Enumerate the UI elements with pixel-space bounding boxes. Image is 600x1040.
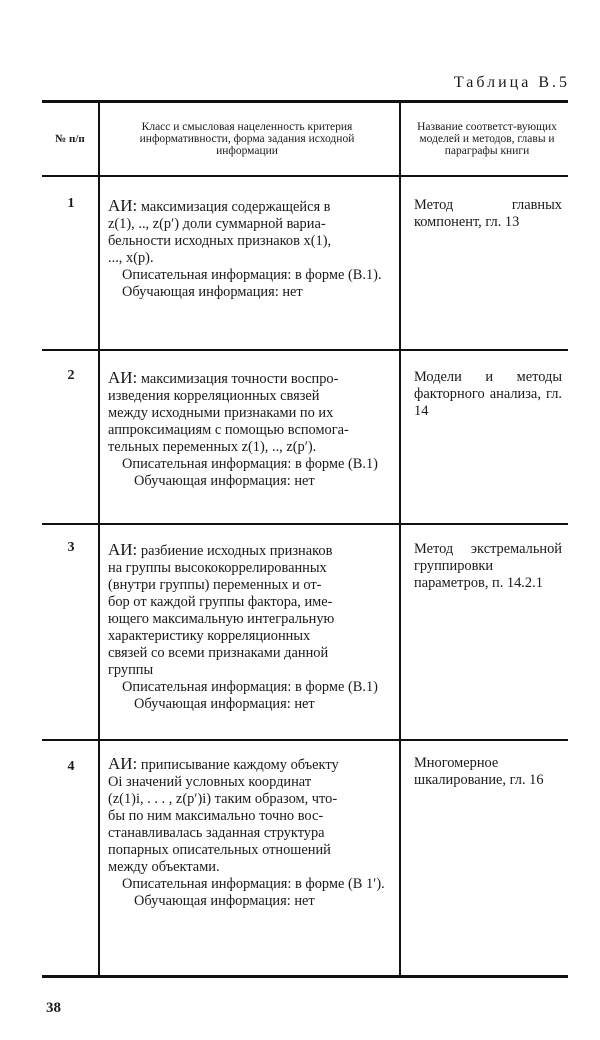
desc-line: станавливалась заданная структура [108, 825, 325, 841]
row-divider [42, 349, 568, 351]
desc-line: максимизация точности воспро- [140, 371, 339, 387]
row-number: 2 [67, 368, 75, 383]
info-descriptive: Описательная информация: в форме (В.1). [122, 267, 382, 283]
header-method: Название соответст-вующих моделей и методов, главы и параграфы книги [417, 121, 557, 157]
desc-line: разбиение исходных признаков [140, 543, 333, 559]
row-description [108, 197, 394, 301]
desc-line: характеристику корреляционных [108, 628, 311, 644]
row-number: 1 [67, 196, 75, 211]
row-method: Модели и методы факторного анализа, гл. 14 [414, 369, 562, 419]
ai-label: АИ: [108, 196, 138, 215]
desc-line: на группы высококоррелированных [108, 560, 327, 576]
info-training: Обучающая информация: нет [122, 284, 303, 300]
desc-line: ..., x(p). [108, 250, 154, 266]
desc-line: группы [108, 662, 154, 678]
info-descriptive: Описательная информация: в форме (В.1) [122, 679, 378, 695]
desc-line: аппроксимациям с помощью вспомога- [108, 422, 349, 438]
row-method: Метод экстремальной группировки параметров, п. 14.2.1 [414, 541, 562, 591]
header-num: № п/п [55, 133, 85, 145]
page-number: 38 [46, 1000, 61, 1016]
column-divider-2 [399, 103, 401, 975]
desc-line: попарных описательных отношений [108, 842, 331, 858]
row-method: Метод главных компонент, гл. 13 [414, 197, 562, 230]
desc-line: Oi значений условных координат [108, 774, 312, 790]
row-number: 4 [67, 759, 75, 774]
row-description [108, 541, 394, 713]
desc-line: (z(1)i, . . . , z(p′)i) таким образом, что- [108, 791, 338, 807]
info-training: Обучающая информация: нет [134, 893, 315, 909]
info-training: Обучающая информация: нет [134, 696, 315, 712]
row-description [108, 369, 394, 490]
header-class: Класс и смысловая нацеленность критерия информативности, форма задания исходной информации [139, 121, 355, 157]
desc-line: бы по ним максимально точно вос- [108, 808, 324, 824]
row-divider [42, 739, 568, 741]
ai-label: АИ: [108, 540, 138, 559]
desc-line: (внутри группы) переменных и от- [108, 577, 322, 593]
desc-line: между объектами. [108, 859, 220, 875]
header-rule [42, 175, 568, 177]
row-description [108, 755, 394, 910]
info-descriptive: Описательная информация: в форме (В 1′). [122, 876, 385, 892]
desc-line: изведения корреляционных связей [108, 388, 320, 404]
desc-line: бор от каждой группы фактора, име- [108, 594, 333, 610]
info-descriptive: Описательная информация: в форме (В.1) [122, 456, 378, 472]
row-number: 3 [67, 540, 75, 555]
row-divider [42, 523, 568, 525]
table-caption: Таблица В.5 [453, 74, 570, 91]
desc-line: z(1), .., z(p′) доли суммарной вариа- [108, 216, 326, 232]
column-divider-1 [98, 103, 100, 975]
desc-line: тельных переменных z(1), .., z(p′). [108, 439, 317, 455]
desc-line: между исходными признаками по их [108, 405, 334, 421]
data-table [42, 100, 568, 978]
desc-line: максимизация содержащейся в [140, 199, 331, 215]
info-training: Обучающая информация: нет [134, 473, 315, 489]
row-method: Многомерное шкалирование, гл. 16 [414, 755, 544, 788]
ai-label: АИ: [108, 754, 138, 773]
ai-label: АИ: [108, 368, 138, 387]
desc-line: ющего максимальную интегральную [108, 611, 335, 627]
desc-line: приписывание каждому объекту [140, 757, 339, 773]
desc-line: бельности исходных признаков x(1), [108, 233, 332, 249]
desc-line: связей со всеми признаками данной [108, 645, 329, 661]
